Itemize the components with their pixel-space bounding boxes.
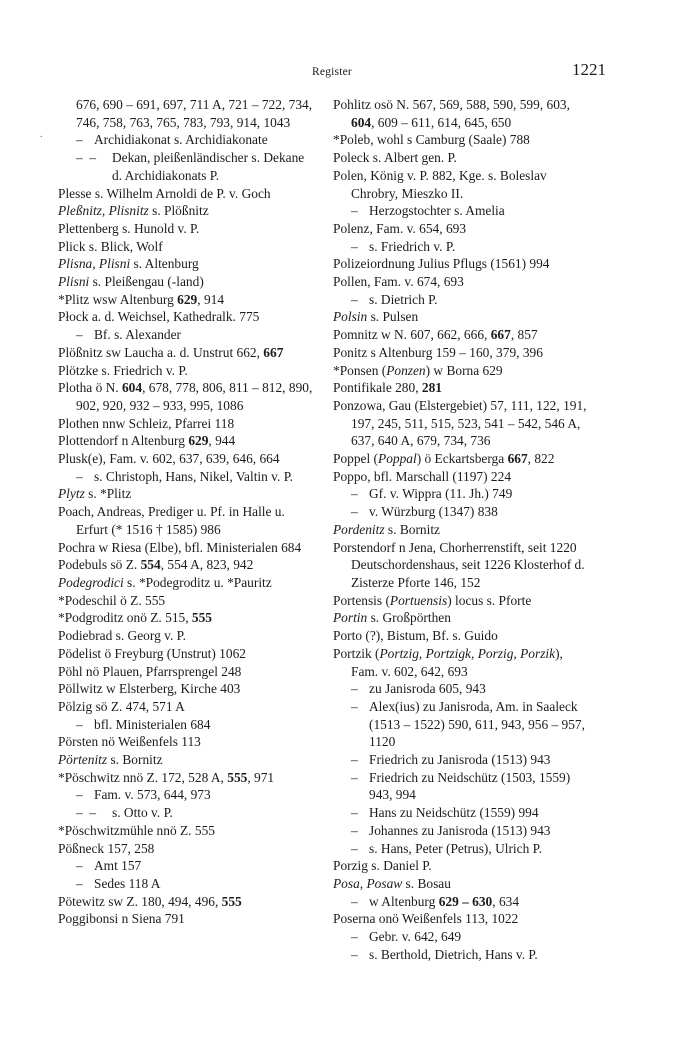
page-header bbox=[58, 58, 606, 82]
index-entry: – – s. Otto v. P. bbox=[76, 805, 173, 821]
index-entry: – Archidiakonat s. Archidiakonate bbox=[76, 132, 268, 148]
index-entry: Pölzig sö Z. 474, 571 A bbox=[58, 698, 185, 714]
index-entry: Poach, Andreas, Prediger u. Pf. in Halle u. Erfurt (* 1516 † 1585) 986 bbox=[58, 504, 285, 537]
index-entry: *Pöschwitz nnö Z. 172, 528 A, 555, 971 bbox=[58, 769, 275, 785]
index-entry: – s. Friedrich v. P. bbox=[351, 238, 456, 254]
index-entry: Plößnitz sw Laucha a. d. Unstrut 662, 667 bbox=[58, 344, 284, 360]
index-entry: *Pöschwitzmühle nnö Z. 555 bbox=[58, 822, 215, 838]
index-entry: Polen, König v. P. 882, Kge. s. Boleslav Chrobry, Mieszko II. bbox=[333, 167, 547, 201]
index-entry: Plettenberg s. Hunold v. P. bbox=[58, 220, 200, 236]
index-entry: *Podgroditz onö Z. 515, 555 bbox=[58, 610, 212, 626]
index-entry: Pörtenitz s. Bornitz bbox=[58, 752, 163, 768]
index-entry: Podegrodici s. *Podegroditz u. *Pauritz bbox=[58, 574, 272, 590]
index-entry: Plick s. Blick, Wolf bbox=[58, 238, 163, 254]
index-entry: Poppo, bfl. Marschall (1197) 224 bbox=[333, 468, 512, 484]
index-column-left bbox=[58, 96, 314, 928]
index-entry: – Amt 157 bbox=[76, 858, 142, 874]
index-entry: Podiebrad s. Georg v. P. bbox=[58, 628, 186, 644]
index-entry: Pochra w Riesa (Elbe), bfl. Ministerialen 684 bbox=[58, 539, 302, 555]
index-entry: – Fam. v. 573, 644, 973 bbox=[76, 787, 211, 803]
index-entry: *Podeschil ö Z. 555 bbox=[58, 592, 166, 608]
index-entry: Pödelist ö Freyburg (Unstrut) 1062 bbox=[58, 645, 246, 661]
index-entry: Plesse s. Wilhelm Arnoldi de P. v. Goch bbox=[58, 185, 271, 201]
index-entry: Plothen nnw Schleiz, Pfarrei 118 bbox=[58, 415, 235, 431]
index-entry: Plotha ö N. 604, 678, 778, 806, 811 – 812, 890, 902, 920, 932 – 933, 995, 1086 bbox=[58, 380, 313, 413]
index-entry: Pöhl nö Plauen, Pfarrsprengel 248 bbox=[58, 663, 242, 679]
margin-mark: . bbox=[40, 129, 43, 140]
index-entry: Poppel (Poppal) ö Eckartsberga 667, 822 bbox=[333, 451, 555, 467]
index-entry: Pötewitz sw Z. 180, 494, 496, 555 bbox=[58, 893, 242, 909]
index-entry: Pohlitz osö N. 567, 569, 588, 590, 599, 603, 604, 609 – 611, 614, 645, 650 bbox=[333, 97, 570, 130]
index-entry: – s. Christoph, Hans, Nikel, Valtin v. P. bbox=[76, 468, 294, 484]
index-entry: – Johannes zu Janisroda (1513) 943 bbox=[351, 822, 551, 838]
index-entry: *Plitz wsw Altenburg 629, 914 bbox=[58, 291, 225, 307]
index-entry: Plötzke s. Friedrich v. P. bbox=[58, 362, 188, 378]
index-column-right bbox=[333, 96, 589, 963]
index-entry: Pörsten nö Weißenfels 113 bbox=[58, 734, 201, 750]
index-entry: Pomnitz w N. 607, 662, 666, 667, 857 bbox=[333, 327, 538, 343]
index-entry: – w Altenburg 629 – 630, 634 bbox=[351, 893, 520, 909]
index-entry: – s. Hans, Peter (Petrus), Ulrich P. bbox=[351, 840, 542, 856]
index-entry: Pößneck 157, 258 bbox=[58, 840, 155, 856]
index-entry: Porzig s. Daniel P. bbox=[333, 858, 432, 874]
index-entry: – bfl. Ministerialen 684 bbox=[76, 716, 211, 732]
index-entry: – Sedes 118 A bbox=[76, 875, 161, 891]
index-entry: – Gebr. v. 642, 649 bbox=[351, 929, 462, 945]
index-entry: Poggibonsi n Siena 791 bbox=[58, 911, 185, 927]
index-entry: Polizeiordnung Julius Pflugs (1561) 994 bbox=[333, 256, 550, 272]
index-entry: Polenz, Fam. v. 654, 693 bbox=[333, 220, 467, 236]
index-entry: – s. Berthold, Dietrich, Hans v. P. bbox=[351, 946, 538, 962]
page-number: 1221 bbox=[572, 60, 606, 79]
index-entry: Poleck s. Albert gen. P. bbox=[333, 150, 457, 166]
index-entry: – Bf. s. Alexander bbox=[76, 327, 182, 343]
index-entry: Podebuls sö Z. 554, 554 A, 823, 942 bbox=[58, 557, 254, 573]
index-entry: – Herzogstochter s. Amelia bbox=[351, 203, 505, 219]
index-entry: Plisni s. Pleißengau (-land) bbox=[58, 274, 204, 290]
index-entry: Portin s. Großpörthen bbox=[333, 610, 451, 626]
index-entry: – v. Würzburg (1347) 838 bbox=[351, 504, 498, 520]
index-entry: Porto (?), Bistum, Bf. s. Guido bbox=[333, 628, 498, 644]
index-entry: – Friedrich zu Neidschütz (1503, 1559) 943, 994 bbox=[351, 769, 571, 803]
index-entry: Pollen, Fam. v. 674, 693 bbox=[333, 274, 464, 290]
index-entry: Portensis (Portuensis) locus s. Pforte bbox=[333, 592, 532, 608]
index-entry: Polsin s. Pulsen bbox=[333, 309, 419, 325]
index-entry: Plottendorf n Altenburg 629, 944 bbox=[58, 433, 236, 449]
index-entry: 676, 690 – 691, 697, 711 A, 721 – 722, 734, 746, 758, 763, 765, 783, 793, 914, 1043 bbox=[76, 97, 313, 130]
index-entry: – – Dekan, pleißenländischer s. Dekane d. Archidiakonats P. bbox=[76, 150, 305, 183]
index-entry: Pontifikale 280, 281 bbox=[333, 380, 442, 396]
index-entry: – Hans zu Neidschütz (1559) 994 bbox=[351, 805, 539, 821]
index-entry: Poserna onö Weißenfels 113, 1022 bbox=[333, 911, 519, 927]
running-title: Register bbox=[312, 66, 352, 78]
index-entry: – zu Janisroda 605, 943 bbox=[351, 681, 486, 697]
index-entry: *Ponsen (Ponzen) w Borna 629 bbox=[333, 362, 503, 378]
index-entry: Płock a. d. Weichsel, Kathedralk. 775 bbox=[58, 309, 260, 325]
index-entry: Pordenitz s. Bornitz bbox=[333, 521, 440, 537]
index-entry: Pleßnitz, Plisnitz s. Plößnitz bbox=[58, 203, 209, 219]
index-entry: Plusk(e), Fam. v. 602, 637, 639, 646, 664 bbox=[58, 451, 280, 467]
index-entry: Ponitz s Altenburg 159 – 160, 379, 396 bbox=[333, 344, 543, 360]
index-entry: Portzik (Portzig, Portzigk, Porzig, Porzik), Fam. v. 602, 642, 693 bbox=[333, 645, 563, 679]
index-entry: – Gf. v. Wippra (11. Jh.) 749 bbox=[351, 486, 513, 502]
index-entry: Porstendorf n Jena, Chorherrenstift, seit 1220 Deutschordenshaus, seit 1226 Klosterhof d. Zisterze Pforte 146, 152 bbox=[333, 539, 585, 590]
index-entry: Plytz s. *Plitz bbox=[58, 486, 132, 502]
index-entry: – s. Dietrich P. bbox=[351, 291, 438, 307]
index-entry: Ponzowa, Gau (Elstergebiet) 57, 111, 122, 191, 197, 245, 511, 515, 523, 541 – 542, 546 A, 637, 640 A, 679, 734, 736 bbox=[333, 397, 587, 449]
index-entry: – Friedrich zu Janisroda (1513) 943 bbox=[351, 752, 551, 768]
index-entry: Pöllwitz w Elsterberg, Kirche 403 bbox=[58, 681, 241, 697]
index-entry: *Poleb, wohl s Camburg (Saale) 788 bbox=[333, 132, 530, 148]
index-entry: – Alex(ius) zu Janisroda, Am. in Saaleck (1513 – 1522) 590, 611, 943, 956 – 957, 1120 bbox=[351, 698, 585, 750]
index-entry: Plisna, Plisni s. Altenburg bbox=[58, 256, 199, 272]
index-entry: Posa, Posaw s. Bosau bbox=[333, 875, 451, 891]
